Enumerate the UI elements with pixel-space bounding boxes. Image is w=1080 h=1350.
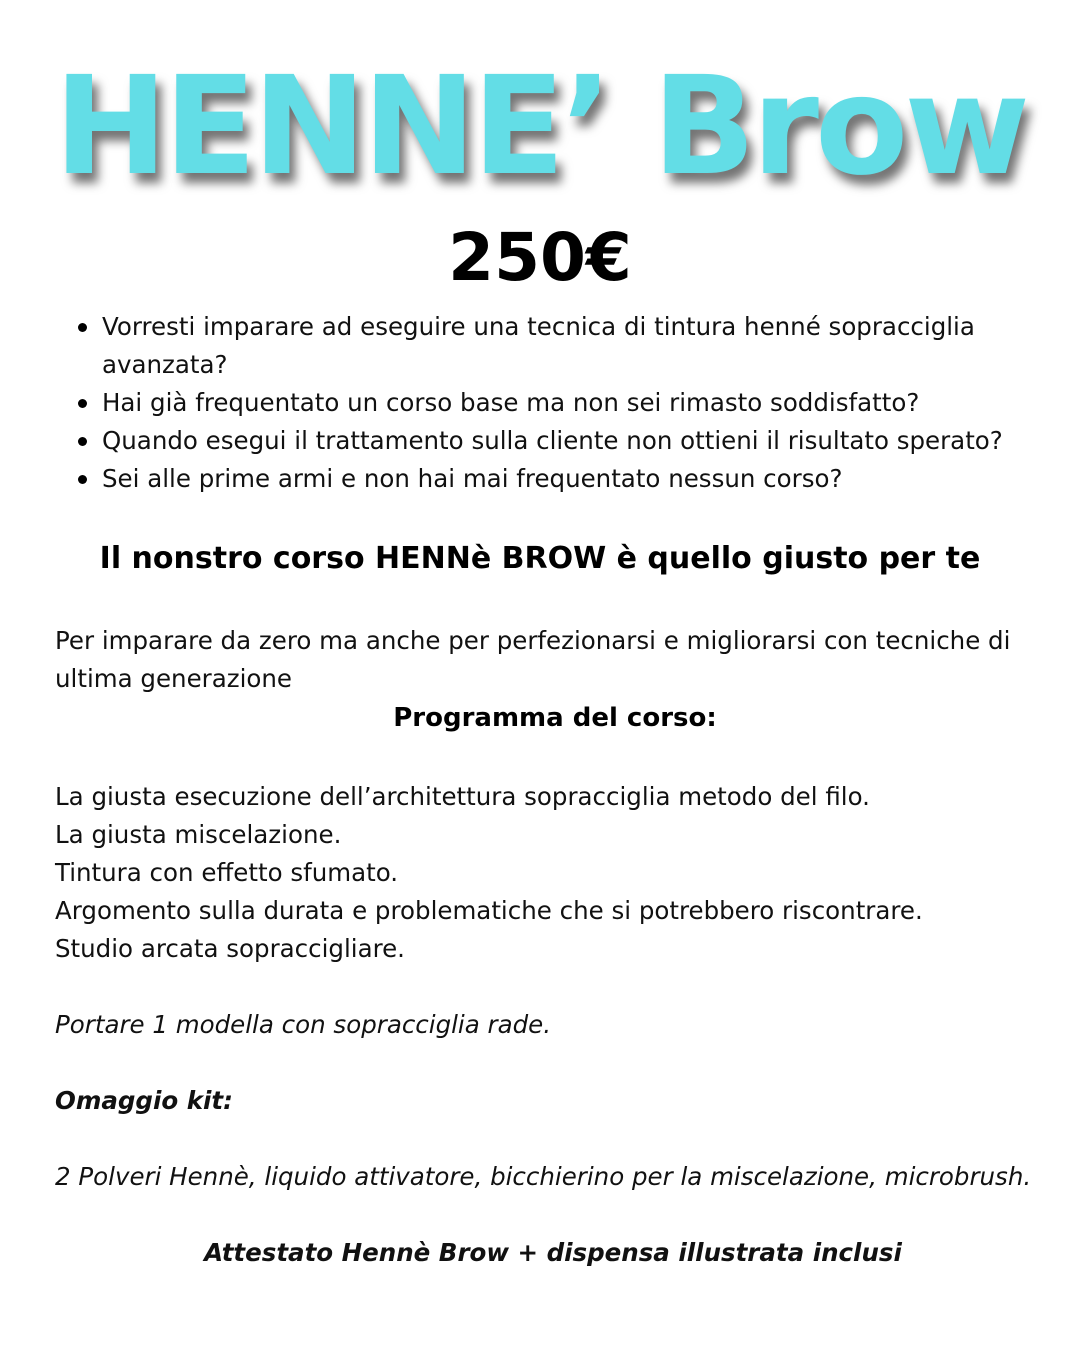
bullet-icon [78,399,87,408]
certificate-note: Attestato Hennè Brow + dispensa illustrata inclusi [204,1238,902,1267]
question-text: Hai già frequentato un corso base ma non sei rimasto soddisfatto? [102,388,920,417]
question-item [75,308,1065,384]
program-item: La giusta esecuzione dell’architettura sopracciglia metodo del filo. [55,782,870,811]
course-subheading: Il nonstro corso HENNè BROW è quello giusto per te [99,541,981,576]
course-title: HENNE’ Brow [53,48,1027,206]
program-list [55,778,1055,968]
kit-items: 2 Polveri Hennè, liquido attivatore, bicchierino per la miscelazione, microbrush. [55,1162,1032,1191]
bullet-icon [78,475,87,484]
program-item: Tintura con effetto sfumato. [55,858,399,887]
bullet-icon [78,437,87,446]
program-item: Argomento sulla durata e problematiche che si potrebbero riscontrare. [55,896,923,925]
program-item: Studio arcata sopraccigliare. [55,934,405,963]
kit-title: Omaggio kit: [55,1086,233,1115]
model-note: Portare 1 modella con sopracciglia rade. [55,1010,552,1039]
program-item: La giusta miscelazione. [55,820,342,849]
question-item [75,422,1065,460]
course-price: 250€ [448,219,632,296]
question-list [75,308,1065,498]
question-text: Sei alle prime armi e non hai mai frequentato nessun corso? [102,464,843,493]
course-intro: Per imparare da zero ma anche per perfezionarsi e migliorarsi con tecniche di ultima generazione [55,626,1011,693]
question-item [75,384,1065,422]
bullet-icon [78,323,87,332]
program-title: Programma del corso: [393,703,717,733]
question-item [75,460,1065,498]
question-text: Vorresti imparare ad eseguire una tecnica di tintura henné sopracciglia avanzata? [102,312,975,379]
question-text: Quando esegui il trattamento sulla cliente non ottieni il risultato sperato? [102,426,1003,455]
